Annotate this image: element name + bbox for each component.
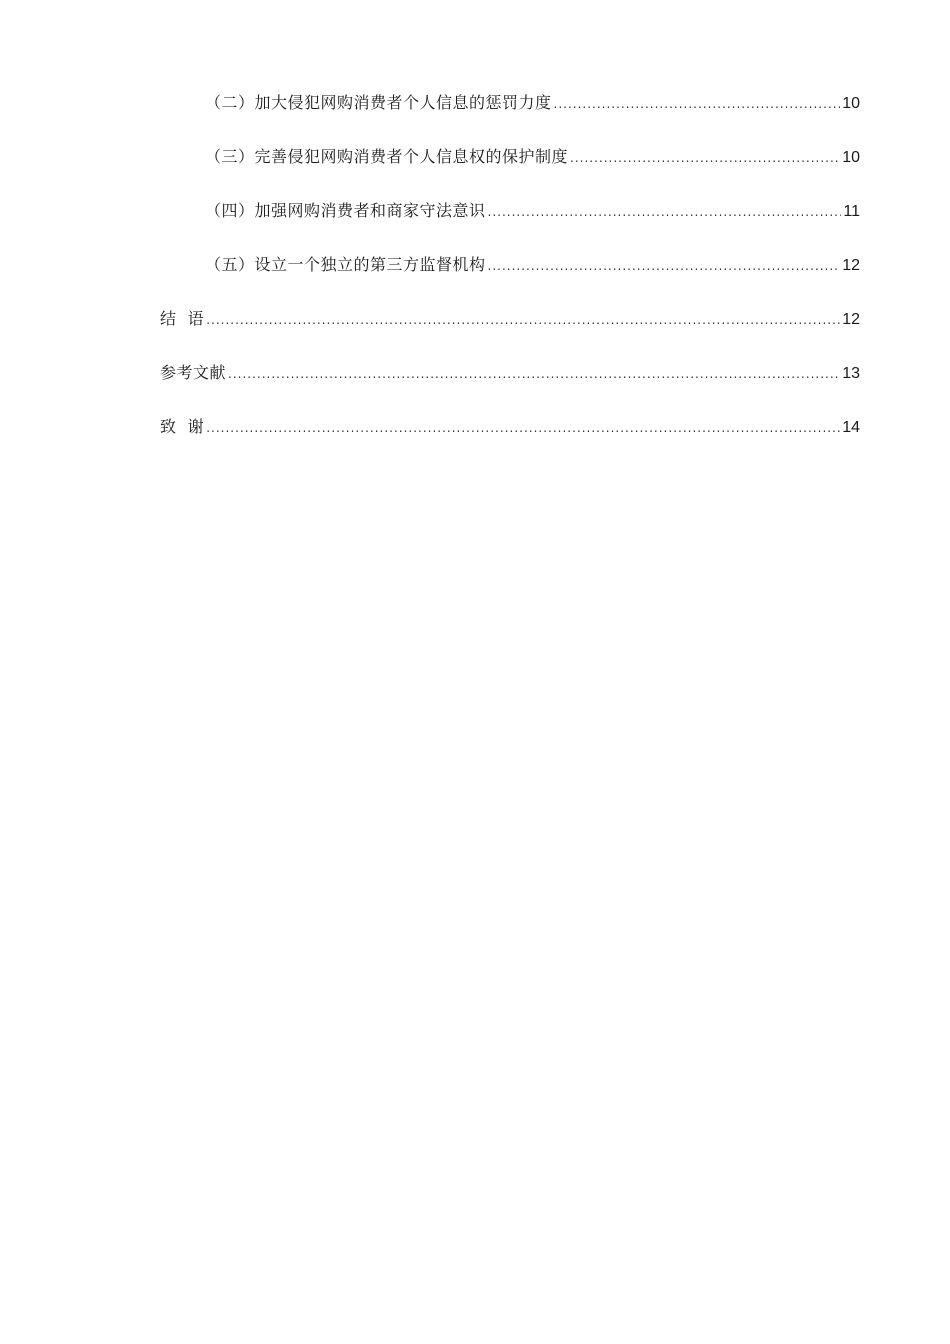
toc-page-number: 10 — [842, 149, 860, 166]
toc-dot-leader — [554, 90, 841, 118]
toc-entry[interactable] — [160, 251, 860, 305]
toc-page-number: 12 — [842, 311, 860, 328]
toc-entry-title: （三）完善侵犯网购消费者个人信息权的保护制度 — [205, 147, 569, 166]
toc-dot-leader — [228, 360, 840, 388]
toc-page-number: 13 — [842, 365, 860, 382]
toc-entry-title: （四）加强网购消费者和商家守法意识 — [205, 201, 486, 220]
toc-entry-title: 致 谢 — [160, 417, 205, 436]
toc-entry[interactable] — [160, 143, 860, 197]
toc-page-number: 11 — [843, 203, 860, 220]
toc-dot-leader — [206, 414, 840, 442]
toc-entry[interactable] — [160, 305, 860, 359]
toc-entry-title: （二）加大侵犯网购消费者个人信息的惩罚力度 — [205, 93, 552, 112]
toc-entry[interactable] — [160, 89, 860, 143]
toc-entry-title: 参考文献 — [160, 363, 227, 382]
toc-page-number: 10 — [842, 95, 860, 112]
toc-page-number: 14 — [842, 419, 860, 436]
toc-dot-leader — [488, 198, 842, 226]
toc-dot-leader — [488, 252, 841, 280]
toc-entry[interactable] — [160, 413, 860, 467]
toc-entry-title: （五）设立一个独立的第三方监督机构 — [205, 255, 486, 274]
toc-dot-leader — [570, 144, 840, 172]
table-of-contents — [160, 89, 860, 467]
toc-entry[interactable] — [160, 197, 860, 251]
toc-dot-leader — [206, 306, 840, 334]
toc-entry-title: 结 语 — [160, 309, 205, 328]
toc-entry[interactable] — [160, 359, 860, 413]
toc-page-number: 12 — [842, 257, 860, 274]
